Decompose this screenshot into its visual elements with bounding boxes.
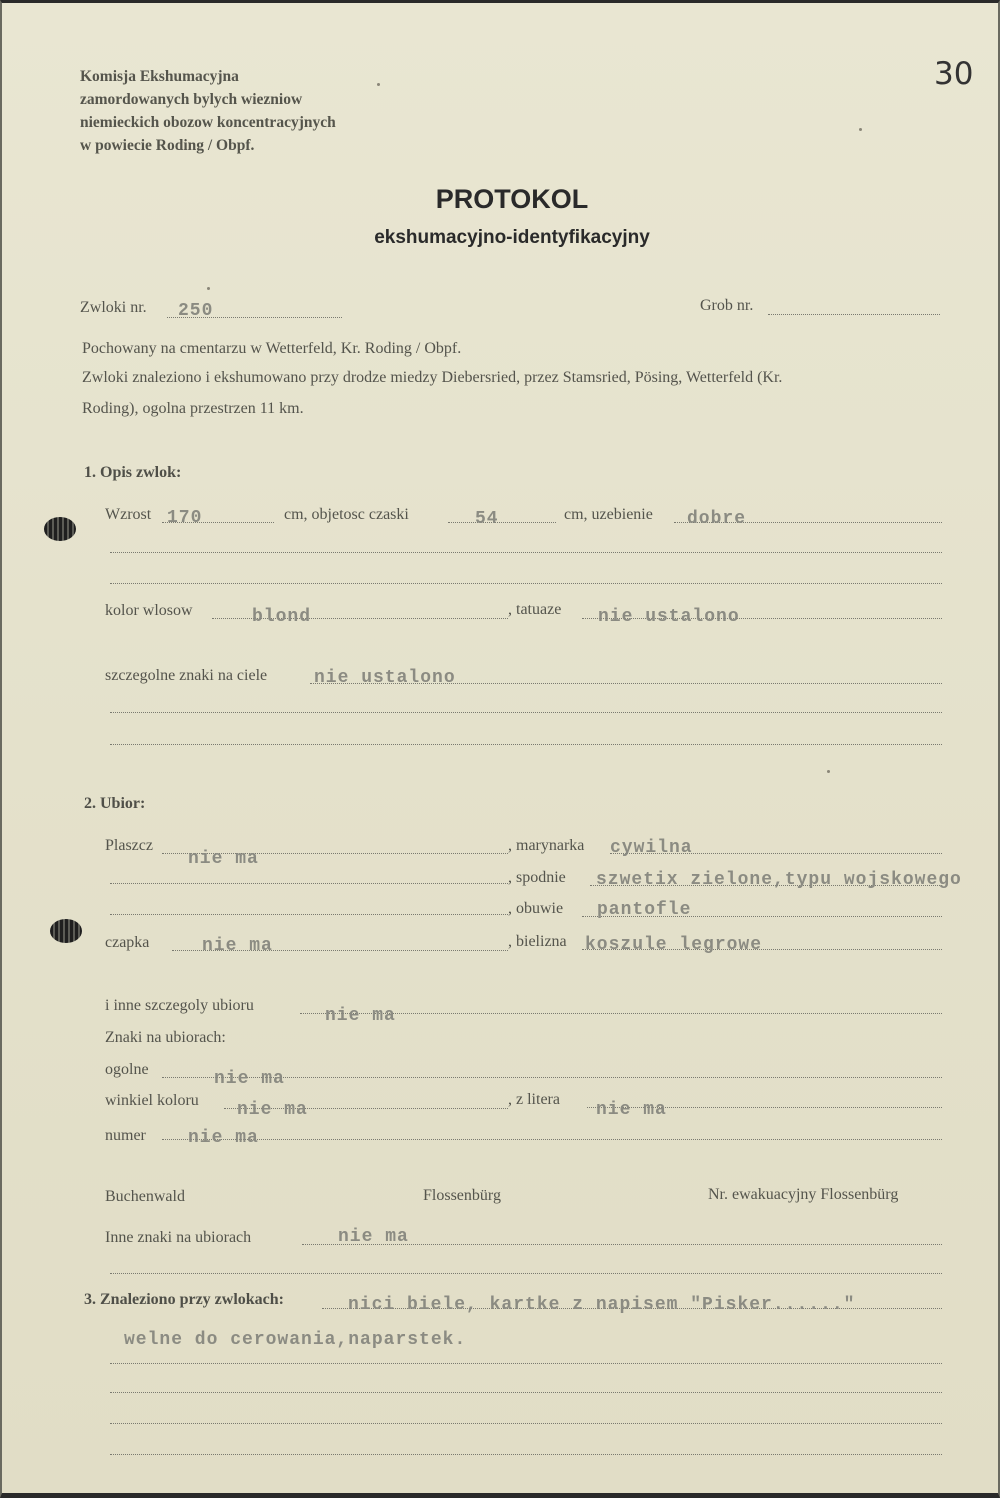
header-line-3: niemieckich obozow koncentracyjnych [80,114,336,131]
zwloki-value: 250 [178,301,214,321]
header-line-2: zamordowanych bylych wiezniow [80,91,303,108]
spodnie-label: , spodnie [508,869,566,886]
blank-line [110,552,942,553]
blank-line [110,1423,942,1424]
section-3-heading: 3. Znaleziono przy zwlokach: [84,1291,284,1308]
wzrost-value: 170 [167,508,203,528]
z-litera-label: , z litera [508,1091,560,1108]
spodnie-value: szwetix zielone,typu wojskowego [596,870,962,890]
uzebienie-value: dobre [687,509,747,529]
zwloki-label: Zwloki nr. [80,299,147,316]
marynarka-label: , marynarka [508,837,585,854]
section-1-heading: 1. Opis zwlok: [84,464,182,481]
czaszka-value: 54 [475,509,499,529]
blank-line [110,1392,942,1393]
document-title: PROTOKOL [435,184,589,214]
winkiel-label: winkiel koloru [105,1092,199,1109]
marynarka-value: cywilna [610,838,693,858]
czaszka-line [448,522,556,523]
winkiel-value: nie ma [237,1100,308,1120]
tatuaze-value: nie ustalono [598,607,740,627]
found-text-1: Zwloki znaleziono i ekshumowano przy drodze miedzy Diebersried, przez Stamsried, Pösing, Wetterfeld (Kr. [82,369,783,386]
blank-line [110,1454,942,1455]
inne-szczegoly-line [300,1013,942,1014]
buchenwald-label: Buchenwald [105,1188,185,1205]
inne-szczegoly-label: i inne szczegoly ubioru [105,997,254,1014]
punch-hole [50,919,82,943]
paper-speck [859,128,862,131]
page-number: 30 [934,56,974,92]
inne-szczegoly-value: nie ma [325,1006,396,1026]
paper-speck [827,770,830,773]
wzrost-label: Wzrost [105,506,152,523]
numer-label: numer [105,1127,146,1144]
blank-line [110,1273,942,1274]
grob-line [768,314,940,315]
document-subtitle: ekshumacyjno-identyfikacyjny [374,227,650,248]
section-3-line-2 [110,1363,942,1364]
nr-ewakuacyjny-label: Nr. ewakuacyjny Flossenbürg [708,1186,899,1203]
kolor-label: kolor wlosow [105,602,193,619]
grob-label: Grob nr. [700,297,754,314]
blank-line [110,914,508,915]
obuwie-label: , obuwie [508,900,564,917]
inne-znaki-value: nie ma [338,1227,409,1247]
flossenburg-label: Flossenbürg [423,1187,501,1204]
found-text-2: Roding), ogolna przestrzen 11 km. [82,400,304,417]
blank-line [110,883,508,884]
bielizna-label: , bielizna [508,933,567,950]
ogolne-label: ogolne [105,1061,149,1078]
section-3-value-2: welne do cerowania,naparstek. [124,1330,467,1350]
z-litera-value: nie ma [596,1100,667,1120]
blank-line [110,583,942,584]
znaki-ubiorach-label: Znaki na ubiorach: [105,1029,226,1046]
paper-speck [207,287,210,290]
header-line-4: w powiecie Roding / Obpf. [80,137,255,154]
section-2-heading: 2. Ubior: [84,795,146,812]
ogolne-value: nie ma [214,1069,285,1089]
punch-hole [44,517,76,541]
bielizna-value: koszule legrowe [585,935,763,955]
obuwie-value: pantofle [597,900,692,920]
tatuaze-label: , tatuaze [508,601,562,618]
numer-line [162,1139,942,1140]
header-line-1: Komisja Ekshumacyjna [80,68,239,85]
kolor-value: blond [252,607,312,627]
cm-uzebienie-label: cm, uzebienie [564,506,653,523]
blank-line [110,744,942,745]
znaki-cialo-value: nie ustalono [314,668,456,688]
czapka-value: nie ma [202,936,273,956]
paper-speck [377,83,380,86]
inne-znaki-label: Inne znaki na ubiorach [105,1229,252,1246]
numer-value: nie ma [188,1128,259,1148]
czapka-label: czapka [105,934,150,951]
plaszcz-label: Plaszcz [105,837,153,854]
plaszcz-value: nie ma [188,849,259,869]
znaki-cialo-label: szczegolne znaki na ciele [105,667,268,684]
blank-line [110,712,942,713]
section-3-value-1: nici biele, kartke z napisem "Pisker......" [348,1295,856,1315]
cm-objetosc-label: cm, objetosc czaski [284,506,409,523]
burial-text: Pochowany na cmentarzu w Wetterfeld, Kr. Roding / Obpf. [82,340,462,357]
